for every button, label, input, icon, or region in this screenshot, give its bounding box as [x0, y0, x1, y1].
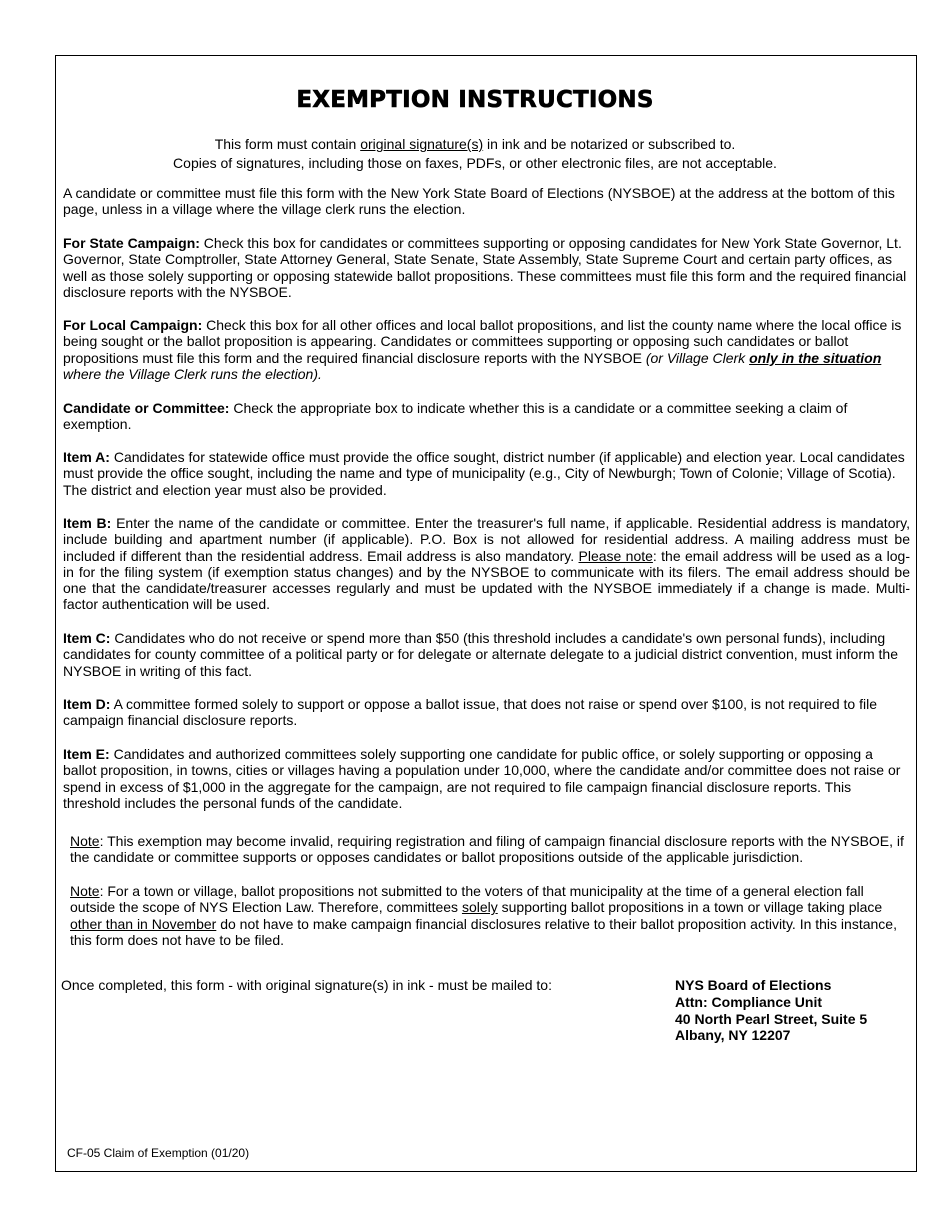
form-identifier: CF-05 Claim of Exemption (01/20) — [67, 1146, 250, 1160]
address-line: NYS Board of Elections — [675, 977, 832, 993]
address-line: Albany, NY 12207 — [675, 1027, 791, 1044]
mailing-instructions: Once completed, this form - with original signature(s) in ink - must be mailed to: — [61, 977, 552, 993]
address-line: Attn: Compliance Unit — [675, 993, 822, 1010]
note-exemption-invalid: Note: This exemption may become invalid, requiring registration and filing of campaign financial disclosure reports with the NYSBOE, if the candidate or committee supports or opposes candidates or ballot propositions outside of the applicable jurisdiction. — [70, 833, 904, 866]
page-title: EXEMPTION INSTRUCTIONS — [296, 87, 654, 113]
mailing-address — [675, 977, 867, 1044]
intro-copies-not-acceptable: Copies of signatures, including those on faxes, PDFs, or other electronic files, are not acceptable. — [173, 155, 777, 171]
candidate-or-committee-instructions: Candidate or Committee: Check the appropriate box to indicate whether this is a candidate or a committee seeking a claim of exemption. — [63, 400, 848, 433]
item-d-instructions: Item D: A committee formed solely to support or oppose a ballot issue, that does not raise or spend over $100, is not required to file campaign financial disclosure reports. — [63, 696, 878, 729]
general-filing-instructions: A candidate or committee must file this form with the New York State Board of Elections (NYSBOE) at the address at the bottom of this page, unless in a village where the village clerk runs the election. — [63, 185, 895, 218]
item-e-instructions: Item E: Candidates and authorized committees solely supporting one candidate for public office, or solely supporting or opposing a ballot proposition, in towns, cities or villages having a population under 10,000, where the candidate and/or committee does not raise or spend in excess of $1,000 in the aggregate for the campaign, are not required to file campaign financial disclosure reports. This threshold includes the personal funds of the candidate. — [63, 746, 901, 811]
note-town-village-propositions: Note: For a town or village, ballot propositions not submitted to the voters of that municipality at the time of a general election fall outside the scope of NYS Election Law. Therefore, committees solely supporting ballot propositions in a town or village taking place other than in November do not have to make campaign financial disclosures relative to their ballot proposition activity. In this instance, this form does not have to be filed. — [70, 883, 897, 948]
state-campaign-instructions: For State Campaign: Check this box for candidates or committees supporting or opposing candidates for New York State Governor, Lt. Governor, State Comptroller, State Attorney General, State Senate, State Assembly, State Supreme Court and certain party offices, as well as those solely supporting or opposing statewide ballot propositions. These committees must file this form and the required financial disclosure reports with the NYSBOE. — [63, 235, 907, 300]
intro-signature-requirement: This form must contain original signature(s) in ink and be notarized or subscribed to. — [214, 136, 736, 152]
item-c-instructions: Item C: Candidates who do not receive or spend more than $50 (this threshold includes a candidate's own personal funds), including candidates for county committee of a political party or for delegate or alternate delegate to a judicial district convention, must inform the NYSBOE in writing of this fact. — [63, 630, 898, 679]
item-a-instructions: Item A: Candidates for statewide office must provide the office sought, district number (if applicable) and election year. Local candidates must provide the office sought, including the name and type of municipality (e.g., City of Newburgh; Town of Colonie; Village of Scotia). The district and election year must also be provided. — [63, 449, 905, 498]
local-campaign-instructions: For Local Campaign: Check this box for all other offices and local ballot propositions, and list the county name where the local office is being sought or the ballot proposition is appearing. Candidates or committees supporting or opposing such candidates or ballot propositions must file this form and the required financial disclosure reports with the NYSBOE (or Village Clerk only in the situation where the Village Clerk runs the election). — [63, 317, 902, 382]
item-b-instructions: Item B: Enter the name of the candidate or committee. Enter the treasurer's full name, if applicable. Residential address is mandatory, include building and apartment number (if applicable). P.O. Box is not allowed for residential address. A mailing address must be included if different than the residential address. Email address is also mandatory. Please note: the email address will be used as a log-in for the filing system (if exemption status changes) and by the NYSBOE to communicate with its filers. The email address should be one that the candidate/treasurer accesses regularly and must be updated with the NYSBOE immediately if a change is made. Multi-factor authentication will be used. — [63, 515, 910, 613]
address-line: 40 North Pearl Street, Suite 5 — [675, 1010, 868, 1027]
